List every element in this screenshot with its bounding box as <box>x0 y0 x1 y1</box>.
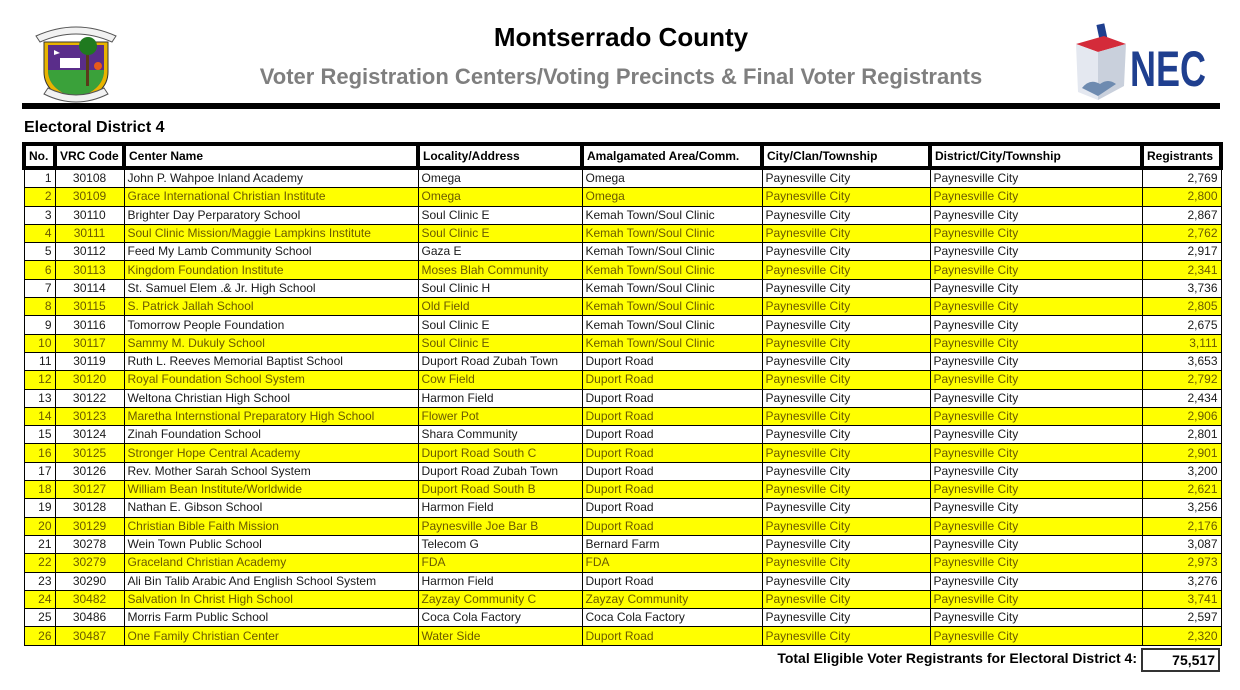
cell-no: 13 <box>24 389 55 407</box>
cell-locality: Soul Clinic E <box>418 206 582 224</box>
cell-locality: Soul Clinic H <box>418 279 582 297</box>
cell-district-city: Paynesville City <box>930 389 1142 407</box>
cell-district-city: Paynesville City <box>930 426 1142 444</box>
cell-vrc-code: 30112 <box>55 243 124 261</box>
cell-amalgamated-area: Kemah Town/Soul Clinic <box>582 261 762 279</box>
cell-registrants: 2,917 <box>1142 243 1221 261</box>
table-row <box>24 389 1221 407</box>
cell-vrc-code: 30482 <box>55 590 124 608</box>
table-row <box>24 279 1221 297</box>
cell-amalgamated-area: Duport Road <box>582 572 762 590</box>
cell-amalgamated-area: Duport Road <box>582 444 762 462</box>
cell-amalgamated-area: Duport Road <box>582 407 762 425</box>
cell-district-city: Paynesville City <box>930 206 1142 224</box>
cell-city-clan: Paynesville City <box>762 371 930 389</box>
cell-amalgamated-area: Kemah Town/Soul Clinic <box>582 298 762 316</box>
cell-city-clan: Paynesville City <box>762 627 930 645</box>
cell-registrants: 2,973 <box>1142 554 1221 572</box>
cell-registrants: 2,800 <box>1142 188 1221 206</box>
table-row <box>24 371 1221 389</box>
cell-amalgamated-area: Kemah Town/Soul Clinic <box>582 279 762 297</box>
total-value: 75,517 <box>1141 648 1220 672</box>
cell-no: 21 <box>24 535 55 553</box>
cell-vrc-code: 30110 <box>55 206 124 224</box>
cell-registrants: 2,434 <box>1142 389 1221 407</box>
table-row <box>24 554 1221 572</box>
cell-no: 4 <box>24 224 55 242</box>
cell-city-clan: Paynesville City <box>762 517 930 535</box>
cell-amalgamated-area: Omega <box>582 188 762 206</box>
cell-center-name: St. Samuel Elem .& Jr. High School <box>124 279 418 297</box>
cell-center-name: Wein Town Public School <box>124 535 418 553</box>
cell-no: 5 <box>24 243 55 261</box>
header-col-locality: Locality/Address <box>418 144 582 168</box>
cell-registrants: 2,762 <box>1142 224 1221 242</box>
cell-amalgamated-area: Kemah Town/Soul Clinic <box>582 243 762 261</box>
cell-registrants: 3,087 <box>1142 535 1221 553</box>
cell-vrc-code: 30116 <box>55 316 124 334</box>
cell-no: 1 <box>24 168 55 188</box>
registration-centers-table <box>22 142 1223 646</box>
cell-amalgamated-area: Duport Road <box>582 627 762 645</box>
cell-locality: Harmon Field <box>418 572 582 590</box>
cell-vrc-code: 30120 <box>55 371 124 389</box>
cell-amalgamated-area: Omega <box>582 168 762 188</box>
cell-vrc-code: 30125 <box>55 444 124 462</box>
cell-amalgamated-area: Bernard Farm <box>582 535 762 553</box>
cell-amalgamated-area: Duport Road <box>582 462 762 480</box>
cell-center-name: Graceland Christian Academy <box>124 554 418 572</box>
cell-vrc-code: 30114 <box>55 279 124 297</box>
cell-center-name: Sammy M. Dukuly School <box>124 334 418 352</box>
cell-district-city: Paynesville City <box>930 499 1142 517</box>
cell-no: 12 <box>24 371 55 389</box>
cell-center-name: Salvation In Christ High School <box>124 590 418 608</box>
cell-locality: Harmon Field <box>418 389 582 407</box>
cell-center-name: Kingdom Foundation Institute <box>124 261 418 279</box>
header-col-amalgamated-area: Amalgamated Area/Comm. <box>582 144 762 168</box>
cell-district-city: Paynesville City <box>930 279 1142 297</box>
cell-amalgamated-area: FDA <box>582 554 762 572</box>
cell-vrc-code: 30278 <box>55 535 124 553</box>
cell-district-city: Paynesville City <box>930 517 1142 535</box>
cell-registrants: 2,867 <box>1142 206 1221 224</box>
cell-city-clan: Paynesville City <box>762 243 930 261</box>
cell-registrants: 3,200 <box>1142 462 1221 480</box>
table-row <box>24 298 1221 316</box>
cell-vrc-code: 30109 <box>55 188 124 206</box>
cell-amalgamated-area: Duport Road <box>582 371 762 389</box>
cell-vrc-code: 30123 <box>55 407 124 425</box>
cell-registrants: 2,901 <box>1142 444 1221 462</box>
cell-locality: Soul Clinic E <box>418 224 582 242</box>
cell-center-name: Brighter Day Perparatory School <box>124 206 418 224</box>
cell-registrants: 2,675 <box>1142 316 1221 334</box>
nec-ballot-box-logo-icon <box>1070 22 1210 102</box>
cell-locality: Duport Road South C <box>418 444 582 462</box>
cell-registrants: 2,792 <box>1142 371 1221 389</box>
cell-locality: Duport Road Zubah Town <box>418 462 582 480</box>
cell-city-clan: Paynesville City <box>762 206 930 224</box>
cell-registrants: 2,176 <box>1142 517 1221 535</box>
cell-city-clan: Paynesville City <box>762 462 930 480</box>
cell-district-city: Paynesville City <box>930 535 1142 553</box>
header-col-registrants: Registrants <box>1142 144 1221 168</box>
cell-amalgamated-area: Duport Road <box>582 426 762 444</box>
cell-amalgamated-area: Duport Road <box>582 389 762 407</box>
cell-center-name: Feed My Lamb Community School <box>124 243 418 261</box>
cell-amalgamated-area: Duport Road <box>582 499 762 517</box>
table-body <box>24 168 1221 645</box>
cell-registrants: 2,906 <box>1142 407 1221 425</box>
cell-registrants: 2,805 <box>1142 298 1221 316</box>
cell-district-city: Paynesville City <box>930 627 1142 645</box>
cell-locality: Omega <box>418 188 582 206</box>
cell-city-clan: Paynesville City <box>762 261 930 279</box>
table-row <box>24 590 1221 608</box>
cell-no: 25 <box>24 609 55 627</box>
cell-registrants: 2,769 <box>1142 168 1221 188</box>
cell-registrants: 3,111 <box>1142 334 1221 352</box>
table-row <box>24 499 1221 517</box>
cell-vrc-code: 30126 <box>55 462 124 480</box>
table-row <box>24 627 1221 645</box>
cell-amalgamated-area: Duport Road <box>582 352 762 370</box>
cell-city-clan: Paynesville City <box>762 590 930 608</box>
cell-city-clan: Paynesville City <box>762 499 930 517</box>
cell-locality: Harmon Field <box>418 499 582 517</box>
cell-city-clan: Paynesville City <box>762 298 930 316</box>
cell-locality: Moses Blah Community <box>418 261 582 279</box>
cell-registrants: 2,597 <box>1142 609 1221 627</box>
table-row <box>24 224 1221 242</box>
cell-no: 7 <box>24 279 55 297</box>
cell-no: 19 <box>24 499 55 517</box>
cell-city-clan: Paynesville City <box>762 554 930 572</box>
cell-center-name: Rev. Mother Sarah School System <box>124 462 418 480</box>
table-row <box>24 407 1221 425</box>
cell-locality: Telecom G <box>418 535 582 553</box>
cell-vrc-code: 30119 <box>55 352 124 370</box>
table-row <box>24 261 1221 279</box>
cell-district-city: Paynesville City <box>930 444 1142 462</box>
cell-center-name: Morris Farm Public School <box>124 609 418 627</box>
cell-district-city: Paynesville City <box>930 590 1142 608</box>
cell-no: 20 <box>24 517 55 535</box>
cell-district-city: Paynesville City <box>930 407 1142 425</box>
cell-city-clan: Paynesville City <box>762 444 930 462</box>
cell-district-city: Paynesville City <box>930 371 1142 389</box>
header-col-center-name: Center Name <box>124 144 418 168</box>
cell-no: 15 <box>24 426 55 444</box>
cell-amalgamated-area: Duport Road <box>582 481 762 499</box>
cell-center-name: Ruth L. Reeves Memorial Baptist School <box>124 352 418 370</box>
cell-district-city: Paynesville City <box>930 481 1142 499</box>
nec-logo-text: NEC <box>1130 41 1206 97</box>
cell-no: 2 <box>24 188 55 206</box>
cell-no: 16 <box>24 444 55 462</box>
cell-registrants: 3,736 <box>1142 279 1221 297</box>
cell-locality: Zayzay Community C <box>418 590 582 608</box>
cell-vrc-code: 30111 <box>55 224 124 242</box>
cell-amalgamated-area: Kemah Town/Soul Clinic <box>582 334 762 352</box>
cell-no: 22 <box>24 554 55 572</box>
cell-district-city: Paynesville City <box>930 462 1142 480</box>
cell-no: 18 <box>24 481 55 499</box>
table-row <box>24 168 1221 188</box>
cell-registrants: 2,801 <box>1142 426 1221 444</box>
cell-center-name: William Bean Institute/Worldwide <box>124 481 418 499</box>
cell-city-clan: Paynesville City <box>762 389 930 407</box>
table-row <box>24 426 1221 444</box>
table-row <box>24 444 1221 462</box>
cell-center-name: Royal Foundation School System <box>124 371 418 389</box>
cell-registrants: 3,276 <box>1142 572 1221 590</box>
cell-amalgamated-area: Duport Road <box>582 517 762 535</box>
cell-district-city: Paynesville City <box>930 572 1142 590</box>
cell-locality: FDA <box>418 554 582 572</box>
cell-no: 23 <box>24 572 55 590</box>
cell-vrc-code: 30108 <box>55 168 124 188</box>
cell-vrc-code: 30487 <box>55 627 124 645</box>
table-row <box>24 316 1221 334</box>
cell-no: 9 <box>24 316 55 334</box>
cell-district-city: Paynesville City <box>930 261 1142 279</box>
cell-locality: Duport Road South B <box>418 481 582 499</box>
cell-no: 8 <box>24 298 55 316</box>
cell-vrc-code: 30129 <box>55 517 124 535</box>
cell-district-city: Paynesville City <box>930 554 1142 572</box>
cell-no: 11 <box>24 352 55 370</box>
cell-no: 26 <box>24 627 55 645</box>
cell-district-city: Paynesville City <box>930 334 1142 352</box>
cell-registrants: 2,320 <box>1142 627 1221 645</box>
header-divider <box>22 103 1220 109</box>
cell-amalgamated-area: Kemah Town/Soul Clinic <box>582 206 762 224</box>
page-subtitle: Voter Registration Centers/Voting Precincts & Final Voter Registrants <box>259 64 983 89</box>
cell-city-clan: Paynesville City <box>762 168 930 188</box>
header-col-no: No. <box>24 144 55 168</box>
table-row <box>24 572 1221 590</box>
cell-vrc-code: 30279 <box>55 554 124 572</box>
table-row <box>24 206 1221 224</box>
cell-center-name: S. Patrick Jallah School <box>124 298 418 316</box>
cell-district-city: Paynesville City <box>930 243 1142 261</box>
cell-vrc-code: 30115 <box>55 298 124 316</box>
cell-no: 6 <box>24 261 55 279</box>
cell-center-name: Weltona Christian High School <box>124 389 418 407</box>
cell-district-city: Paynesville City <box>930 609 1142 627</box>
cell-vrc-code: 30290 <box>55 572 124 590</box>
cell-city-clan: Paynesville City <box>762 316 930 334</box>
header-col-district-city: District/City/Township <box>930 144 1142 168</box>
cell-locality: Cow Field <box>418 371 582 389</box>
cell-no: 14 <box>24 407 55 425</box>
cell-city-clan: Paynesville City <box>762 279 930 297</box>
cell-registrants: 3,256 <box>1142 499 1221 517</box>
header-col-city-clan: City/Clan/Township <box>762 144 930 168</box>
cell-city-clan: Paynesville City <box>762 224 930 242</box>
cell-city-clan: Paynesville City <box>762 407 930 425</box>
cell-locality: Shara Community <box>418 426 582 444</box>
cell-amalgamated-area: Zayzay Community <box>582 590 762 608</box>
cell-no: 10 <box>24 334 55 352</box>
cell-vrc-code: 30122 <box>55 389 124 407</box>
cell-center-name: One Family Christian Center <box>124 627 418 645</box>
table-row <box>24 609 1221 627</box>
cell-locality: Water Side <box>418 627 582 645</box>
table-row <box>24 517 1221 535</box>
table-row <box>24 352 1221 370</box>
cell-no: 24 <box>24 590 55 608</box>
cell-district-city: Paynesville City <box>930 168 1142 188</box>
cell-district-city: Paynesville City <box>930 298 1142 316</box>
cell-city-clan: Paynesville City <box>762 352 930 370</box>
table-row <box>24 535 1221 553</box>
cell-center-name: Christian Bible Faith Mission <box>124 517 418 535</box>
table-row <box>24 334 1221 352</box>
cell-district-city: Paynesville City <box>930 316 1142 334</box>
cell-center-name: Zinah Foundation School <box>124 426 418 444</box>
cell-vrc-code: 30486 <box>55 609 124 627</box>
header-col-vrc-code: VRC Code <box>55 144 124 168</box>
cell-locality: Omega <box>418 168 582 188</box>
cell-vrc-code: 30117 <box>55 334 124 352</box>
cell-city-clan: Paynesville City <box>762 609 930 627</box>
cell-center-name: Stronger Hope Central Academy <box>124 444 418 462</box>
table-row <box>24 462 1221 480</box>
report-header <box>22 0 1220 108</box>
cell-center-name: Soul Clinic Mission/Maggie Lampkins Institute <box>124 224 418 242</box>
cell-city-clan: Paynesville City <box>762 334 930 352</box>
table-row <box>24 243 1221 261</box>
cell-no: 3 <box>24 206 55 224</box>
table-row <box>24 481 1221 499</box>
district-title: Electoral District 4 <box>24 119 165 136</box>
cell-amalgamated-area: Kemah Town/Soul Clinic <box>582 224 762 242</box>
cell-city-clan: Paynesville City <box>762 572 930 590</box>
cell-center-name: Nathan E. Gibson School <box>124 499 418 517</box>
cell-registrants: 3,741 <box>1142 590 1221 608</box>
cell-city-clan: Paynesville City <box>762 426 930 444</box>
cell-locality: Paynesville Joe Bar B <box>418 517 582 535</box>
cell-registrants: 2,621 <box>1142 481 1221 499</box>
cell-locality: Coca Cola Factory <box>418 609 582 627</box>
cell-city-clan: Paynesville City <box>762 535 930 553</box>
cell-city-clan: Paynesville City <box>762 188 930 206</box>
cell-registrants: 2,341 <box>1142 261 1221 279</box>
cell-locality: Soul Clinic E <box>418 334 582 352</box>
cell-center-name: Maretha Internstional Preparatory High School <box>124 407 418 425</box>
cell-city-clan: Paynesville City <box>762 481 930 499</box>
cell-vrc-code: 30124 <box>55 426 124 444</box>
cell-district-city: Paynesville City <box>930 224 1142 242</box>
cell-locality: Soul Clinic E <box>418 316 582 334</box>
total-label: Total Eligible Voter Registrants for Electoral District 4: <box>777 650 1137 666</box>
table-row <box>24 188 1221 206</box>
cell-locality: Duport Road Zubah Town <box>418 352 582 370</box>
cell-locality: Flower Pot <box>418 407 582 425</box>
cell-amalgamated-area: Coca Cola Factory <box>582 609 762 627</box>
page-title: Montserrado County <box>493 22 749 52</box>
cell-district-city: Paynesville City <box>930 352 1142 370</box>
cell-no: 17 <box>24 462 55 480</box>
cell-vrc-code: 30128 <box>55 499 124 517</box>
cell-amalgamated-area: Kemah Town/Soul Clinic <box>582 316 762 334</box>
cell-center-name: Grace International Christian Institute <box>124 188 418 206</box>
cell-center-name: Tomorrow People Foundation <box>124 316 418 334</box>
cell-registrants: 3,653 <box>1142 352 1221 370</box>
cell-district-city: Paynesville City <box>930 188 1142 206</box>
cell-vrc-code: 30127 <box>55 481 124 499</box>
cell-locality: Gaza E <box>418 243 582 261</box>
cell-center-name: Ali Bin Talib Arabic And English School System <box>124 572 418 590</box>
cell-vrc-code: 30113 <box>55 261 124 279</box>
cell-center-name: John P. Wahpoe Inland Academy <box>124 168 418 188</box>
cell-locality: Old Field <box>418 298 582 316</box>
table-header-row <box>24 144 1221 168</box>
